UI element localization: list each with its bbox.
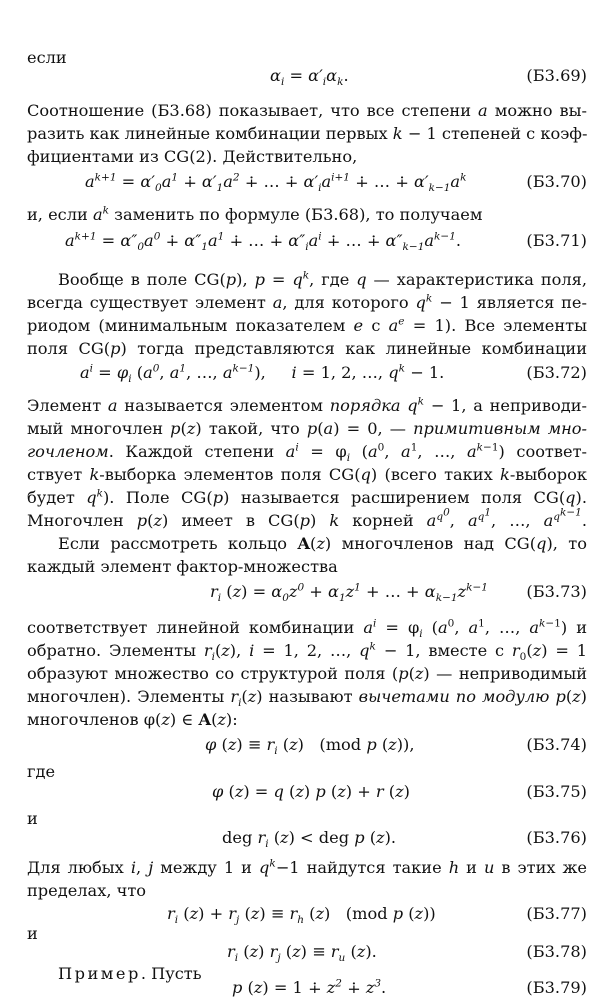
text-line: всегда существует элемент a, для которого $q^k - 1$ является пе-: [27, 292, 587, 312]
equation-formula: deg $r_i$ (z) < deg p (z).: [222, 828, 397, 851]
text-line: Для любых i, j между 1 и $q^k-1$ найдутся такие h и u в этих же: [27, 857, 587, 877]
equation-number: (Б3.75): [526, 782, 587, 801]
text-line: образуют множество со структурой поля (p(z) — неприводимый: [27, 664, 588, 683]
text-line: каждый элемент фактор-множества: [27, 557, 338, 576]
text-line: гочленом. Каждой степени $a^i = \varphi_i$ ($a^0$, $a^1$, …, $a^{k-1}$) соответ-: [27, 441, 588, 465]
equation-number: (Б3.70): [526, 172, 587, 191]
equation-formula: $a^{k+1} = \alpha'_0a^1$ ∔ $\alpha'_1a^2$ ∔ … ∔ $\alpha'_ia^{i+1}$ ∔ … ∔ $\alpha'_{k-1}a^k$: [85, 171, 467, 195]
equation-formula: $a^i = \varphi_i$ ($a^0$, $a^1$, …, $a^{k-1}$), i = 1, 2, …, $q^k - 1$.: [80, 362, 445, 386]
text-line: ствует k-выборка элементов поля CG(q) (всего таких k-выборок: [27, 465, 587, 484]
text-line: будет $q^k$). Поле CG(p) называется расширением поля CG(q).: [27, 487, 587, 507]
text-line: если: [27, 48, 67, 67]
equation-formula: p (z) = 1 ∔ $z^2$ ∔ $z^3$.: [232, 977, 387, 997]
text-line: и, если $a^k$ заменить по формуле (Б3.68), то получаем: [27, 204, 483, 224]
equation-number: (Б3.69): [526, 66, 587, 85]
text-line: Соотношение (Б3.68) показывает, что все степени a можно вы-: [27, 101, 587, 120]
text-line: Если рассмотреть кольцо A(z) многочленов над CG(q), то: [58, 534, 588, 553]
equation-formula: $r_i$ $(z) = \alpha_0z^0 + \alpha_1z^1$ + … + $\alpha_{k-1}z^{k-1}$: [210, 581, 488, 605]
equation-formula: $r_i$ $(z) + r_j$ $(z) \equiv r_h$ (z) (mod p (z)): [167, 904, 436, 927]
equation-b3-72: [27, 361, 587, 387]
text-line: Элемент a называется элементом порядка $q^k - 1$, а неприводи-: [27, 395, 587, 415]
equation-b3-71: [27, 229, 587, 255]
equation-formula: $\alpha_i = \alpha'_i\alpha_k$.: [270, 66, 349, 89]
equation-number: (Б3.74): [526, 735, 587, 754]
equation-b3-73: [27, 580, 587, 606]
equation-number: (Б3.72): [526, 363, 587, 382]
equation-b3-79: [27, 976, 587, 1002]
equation-number: (Б3.78): [526, 942, 587, 961]
equation-formula: φ (z) = q (z) p (z) + r (z): [212, 782, 410, 801]
text-line: риодом (минимальным показателем e с $a^e = 1$). Все элементы: [27, 315, 587, 335]
text-line: пределах, что: [27, 881, 147, 900]
text-line: поля CG(p) тогда представляются как линейные комбинации: [27, 339, 587, 358]
text-line: и: [27, 809, 38, 828]
equation-formula: $a^{k+1} = \alpha''_0a^0$ ∔ $\alpha''_1a^1$ ∔ … ∔ $\alpha''_ia^i$ ∔ … ∔ $\alpha''_{k-1}a^{k-1}$.: [65, 230, 462, 254]
text-line: соответствует линейной комбинации $a^i = \varphi_i$ ($a^0$, $a^1$, …, $a^{k-1}$) и: [27, 617, 587, 641]
equation-formula: $r_i$ (z) $r_j$ $(z) \equiv r_u$ (z).: [227, 942, 377, 965]
text-line: Пример. Пусть: [58, 964, 202, 983]
equation-number: (Б3.76): [526, 828, 587, 847]
equation-b3-76: [27, 826, 587, 852]
equation-b3-75: [27, 780, 587, 806]
equation-formula: φ $(z) \equiv r_i$ (z) (mod p (z)),: [205, 735, 415, 758]
text-line: где: [27, 762, 56, 781]
equation-b3-70: [27, 170, 587, 196]
text-line: фициентами из CG(2). Действительно,: [27, 147, 358, 166]
equation-b3-69: [27, 64, 587, 90]
text-line: Вообще в поле CG(p), $p = q^k$, где q — характеристика поля,: [58, 269, 588, 289]
text-line: Многочлен p(z) имеет в CG(p) k корней $a^{q^0}$, $a^{q^1}$, …, $a^{q^{k-1}}$.: [27, 506, 587, 530]
equation-number: (Б3.77): [526, 904, 587, 923]
text-line: мый многочлен p(z) такой, что p(a) = 0, — примитивным мно-: [27, 419, 588, 438]
text-line: и: [27, 924, 38, 943]
equation-number: (Б3.71): [526, 231, 587, 250]
equation-b3-74: [27, 733, 587, 759]
text-line: разить как линейные комбинации первых k − 1 степеней с коэф-: [27, 124, 588, 143]
text-line: обратно. Элементы $r_i(z)$, i = 1, 2, …, $q^k - 1$, вместе с $r_0(z) = 1$: [27, 640, 588, 664]
text-line: многочленов φ(z) ∈ A(z):: [27, 710, 238, 729]
equation-number: (Б3.73): [526, 582, 587, 601]
equation-number: (Б3.79): [526, 978, 587, 997]
text-line: многочлен). Элементы $r_i(z)$ называют вычетами по модулю p(z): [27, 687, 587, 710]
